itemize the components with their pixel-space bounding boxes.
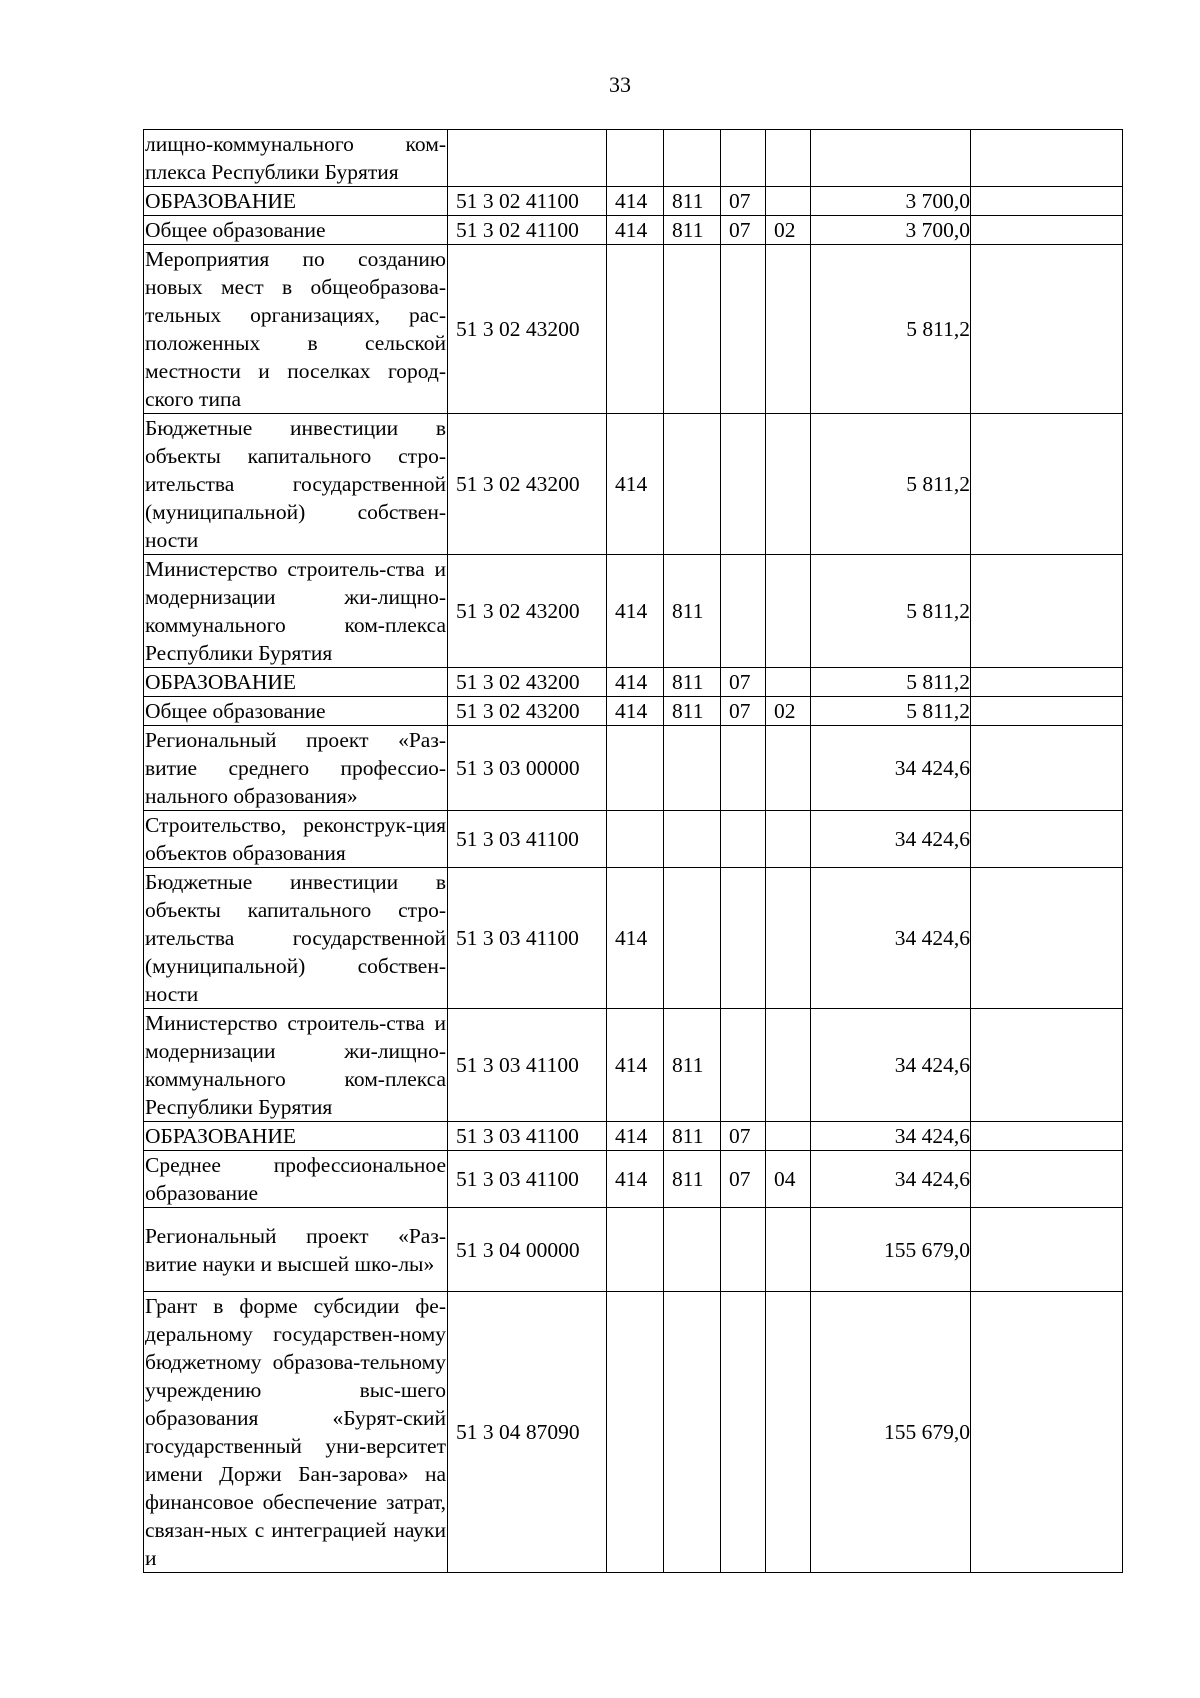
ministry-code-cell — [664, 245, 721, 414]
csr-code-cell: 51 3 04 00000 — [448, 1208, 607, 1292]
ministry-code-cell: 811 — [664, 1122, 721, 1151]
row-name-cell: лищно-коммунального ком-плекса Республики Бурятия — [144, 130, 448, 187]
subsection-code-cell — [766, 187, 811, 216]
amount-cell: 34 424,6 — [811, 1151, 971, 1208]
section-code-cell — [721, 868, 766, 1009]
ministry-code-cell — [664, 1292, 721, 1573]
csr-code-cell: 51 3 03 00000 — [448, 726, 607, 811]
amount-cell: 5 811,2 — [811, 414, 971, 555]
department-code-cell: 414 — [607, 414, 664, 555]
subsection-code-cell: 02 — [766, 216, 811, 245]
ministry-code-cell — [664, 868, 721, 1009]
table-row — [144, 868, 1123, 1009]
subsection-code-cell: 04 — [766, 1151, 811, 1208]
csr-code-cell: 51 3 02 41100 — [448, 187, 607, 216]
extra-cell — [971, 1151, 1123, 1208]
department-code-cell — [607, 1292, 664, 1573]
extra-cell — [971, 697, 1123, 726]
ministry-code-cell: 811 — [664, 1151, 721, 1208]
subsection-code-cell — [766, 414, 811, 555]
amount-cell: 34 424,6 — [811, 868, 971, 1009]
extra-cell — [971, 414, 1123, 555]
amount-cell: 34 424,6 — [811, 1009, 971, 1122]
table-row — [144, 1208, 1123, 1292]
amount-cell: 34 424,6 — [811, 726, 971, 811]
subsection-code-cell — [766, 868, 811, 1009]
amount-cell: 5 811,2 — [811, 697, 971, 726]
table-row — [144, 555, 1123, 668]
row-name-cell: Бюджетные инвестиции в объекты капитального стро-ительства государственной (муниципальной) собствен-ности — [144, 414, 448, 555]
amount-cell: 5 811,2 — [811, 555, 971, 668]
row-name-cell: Региональный проект «Раз-витие среднего профессио-нального образования» — [144, 726, 448, 811]
subsection-code-cell — [766, 668, 811, 697]
extra-cell — [971, 868, 1123, 1009]
extra-cell — [971, 245, 1123, 414]
row-name-cell: Региональный проект «Раз-витие науки и высшей шко-лы» — [144, 1208, 448, 1292]
section-code-cell — [721, 555, 766, 668]
section-code-cell — [721, 414, 766, 555]
subsection-code-cell — [766, 726, 811, 811]
section-code-cell: 07 — [721, 697, 766, 726]
row-name-cell: Строительство, реконструк-ция объектов образования — [144, 811, 448, 868]
extra-cell — [971, 216, 1123, 245]
department-code-cell: 414 — [607, 1009, 664, 1122]
amount-cell: 5 811,2 — [811, 668, 971, 697]
table-row — [144, 668, 1123, 697]
subsection-code-cell — [766, 555, 811, 668]
amount-cell: 3 700,0 — [811, 216, 971, 245]
page-number: 33 — [609, 72, 631, 97]
department-code-cell — [607, 811, 664, 868]
department-code-cell — [607, 726, 664, 811]
table-row — [144, 130, 1123, 187]
row-name-cell: Грант в форме субсидии фе-деральному государствен-ному бюджетному образова-тельному учреждению выс-шего образования «Бурят-ский государственный уни-верситет имени Доржи Бан-зарова» на финансовое обеспечение затрат, связан-ных с интеграцией науки и — [144, 1292, 448, 1573]
table-row — [144, 1292, 1123, 1573]
subsection-code-cell — [766, 1009, 811, 1122]
extra-cell — [971, 555, 1123, 668]
csr-code-cell: 51 3 02 43200 — [448, 414, 607, 555]
csr-code-cell: 51 3 02 43200 — [448, 668, 607, 697]
csr-code-cell: 51 3 02 41100 — [448, 216, 607, 245]
row-name-cell: Министерство строитель-ства и модернизации жи-лищно-коммунального ком-плекса Республики Бурятия — [144, 1009, 448, 1122]
csr-code-cell: 51 3 02 43200 — [448, 555, 607, 668]
amount-cell: 34 424,6 — [811, 811, 971, 868]
amount-cell: 34 424,6 — [811, 1122, 971, 1151]
subsection-code-cell — [766, 1122, 811, 1151]
section-code-cell — [721, 1009, 766, 1122]
extra-cell — [971, 187, 1123, 216]
ministry-code-cell: 811 — [664, 697, 721, 726]
row-name-cell: Общее образование — [144, 697, 448, 726]
csr-code-cell: 51 3 03 41100 — [448, 1151, 607, 1208]
section-code-cell: 07 — [721, 668, 766, 697]
extra-cell — [971, 1292, 1123, 1573]
amount-cell: 155 679,0 — [811, 1292, 971, 1573]
extra-cell — [971, 1122, 1123, 1151]
table-row — [144, 1122, 1123, 1151]
row-name-cell: Бюджетные инвестиции в объекты капитального стро-ительства государственной (муниципальной) собствен-ности — [144, 868, 448, 1009]
department-code-cell: 414 — [607, 555, 664, 668]
department-code-cell: 414 — [607, 668, 664, 697]
ministry-code-cell — [664, 130, 721, 187]
table-row — [144, 1009, 1123, 1122]
section-code-cell — [721, 1208, 766, 1292]
department-code-cell — [607, 245, 664, 414]
ministry-code-cell: 811 — [664, 187, 721, 216]
subsection-code-cell: 02 — [766, 697, 811, 726]
ministry-code-cell — [664, 1208, 721, 1292]
department-code-cell: 414 — [607, 868, 664, 1009]
department-code-cell: 414 — [607, 1151, 664, 1208]
section-code-cell — [721, 130, 766, 187]
row-name-cell: ОБРАЗОВАНИЕ — [144, 1122, 448, 1151]
row-name-cell: Общее образование — [144, 216, 448, 245]
subsection-code-cell — [766, 245, 811, 414]
csr-code-cell: 51 3 03 41100 — [448, 1122, 607, 1151]
table-row — [144, 811, 1123, 868]
ministry-code-cell — [664, 811, 721, 868]
amount-cell: 155 679,0 — [811, 1208, 971, 1292]
csr-code-cell: 51 3 02 43200 — [448, 245, 607, 414]
table-row — [144, 697, 1123, 726]
department-code-cell — [607, 1208, 664, 1292]
section-code-cell — [721, 245, 766, 414]
csr-code-cell — [448, 130, 607, 187]
row-name-cell: ОБРАЗОВАНИЕ — [144, 668, 448, 697]
ministry-code-cell: 811 — [664, 1009, 721, 1122]
extra-cell — [971, 1208, 1123, 1292]
department-code-cell: 414 — [607, 697, 664, 726]
section-code-cell: 07 — [721, 1151, 766, 1208]
extra-cell — [971, 811, 1123, 868]
ministry-code-cell — [664, 414, 721, 555]
table-row — [144, 187, 1123, 216]
amount-cell: 3 700,0 — [811, 187, 971, 216]
extra-cell — [971, 668, 1123, 697]
table-row — [144, 1151, 1123, 1208]
ministry-code-cell: 811 — [664, 216, 721, 245]
amount-cell: 5 811,2 — [811, 245, 971, 414]
department-code-cell — [607, 130, 664, 187]
row-name-cell: Министерство строитель-ства и модернизации жи-лищно-коммунального ком-плекса Республики Бурятия — [144, 555, 448, 668]
table-row — [144, 245, 1123, 414]
department-code-cell: 414 — [607, 187, 664, 216]
amount-cell — [811, 130, 971, 187]
csr-code-cell: 51 3 02 43200 — [448, 697, 607, 726]
extra-cell — [971, 130, 1123, 187]
ministry-code-cell: 811 — [664, 668, 721, 697]
budget-table — [143, 129, 1123, 1573]
row-name-cell: ОБРАЗОВАНИЕ — [144, 187, 448, 216]
department-code-cell: 414 — [607, 216, 664, 245]
extra-cell — [971, 1009, 1123, 1122]
row-name-cell: Мероприятия по созданию новых мест в общеобразова-тельных организациях, рас-положенных в сельской местности и поселках город-ского типа — [144, 245, 448, 414]
row-name-cell: Среднее профессиональное образование — [144, 1151, 448, 1208]
csr-code-cell: 51 3 03 41100 — [448, 868, 607, 1009]
table-row — [144, 726, 1123, 811]
subsection-code-cell — [766, 811, 811, 868]
section-code-cell: 07 — [721, 216, 766, 245]
section-code-cell — [721, 1292, 766, 1573]
section-code-cell — [721, 726, 766, 811]
csr-code-cell: 51 3 03 41100 — [448, 1009, 607, 1122]
section-code-cell — [721, 811, 766, 868]
subsection-code-cell — [766, 1208, 811, 1292]
subsection-code-cell — [766, 130, 811, 187]
csr-code-cell: 51 3 04 87090 — [448, 1292, 607, 1573]
subsection-code-cell — [766, 1292, 811, 1573]
table-row — [144, 216, 1123, 245]
section-code-cell: 07 — [721, 187, 766, 216]
extra-cell — [971, 726, 1123, 811]
ministry-code-cell: 811 — [664, 555, 721, 668]
section-code-cell: 07 — [721, 1122, 766, 1151]
csr-code-cell: 51 3 03 41100 — [448, 811, 607, 868]
department-code-cell: 414 — [607, 1122, 664, 1151]
ministry-code-cell — [664, 726, 721, 811]
table-row — [144, 414, 1123, 555]
